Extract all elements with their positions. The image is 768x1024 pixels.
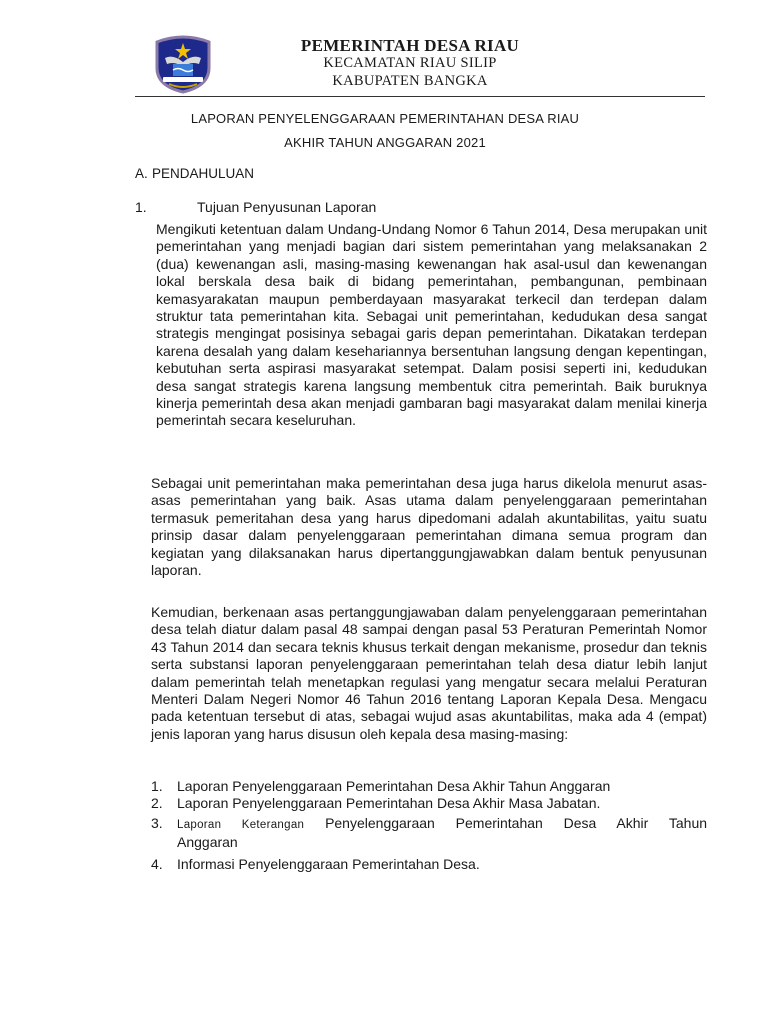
letterhead-regency: KABUPATEN BANGKA xyxy=(332,73,488,89)
section-name: PENDAHULUAN xyxy=(152,166,255,181)
list-item xyxy=(151,856,707,873)
list-item-text: Informasi Penyelenggaraan Pemerintahan Desa. xyxy=(177,855,480,872)
list-item-number: 3. xyxy=(151,814,163,831)
list-item-text: Laporan Penyelenggaraan Pemerintahan Desa Akhir Tahun Anggaran xyxy=(177,778,611,794)
list-item-number: 2. xyxy=(151,795,163,812)
section-heading xyxy=(135,166,254,181)
list-item-text: Penyelenggaraan Pemerintahan Desa Akhir Tahun xyxy=(325,814,708,831)
letterhead-district: KECAMATAN RIAU SILIP xyxy=(323,55,497,71)
list-item-text-small: Laporan Keterangan xyxy=(177,818,305,831)
report-types-list xyxy=(151,778,707,873)
letterhead-government-name: PEMERINTAH DESA RIAU xyxy=(300,36,520,55)
paragraph-2: Sebagai unit pemerintahan maka pemerintahan desa juga harus dikelola menurut asas-asas pemerintahan yang baik. Asas utama dalam penyelenggaraan pemerintahan termasuk pemeritahan desa yang harus dipedomani adalah akuntabilitas, yaitu suatu prinsip dasar dalam penyelenggaraan pemerintahan dimana semua program dan kegiatan yang dilaksanakan harus dipertanggungjawabkan dalam bentuk penyusunan laporan. xyxy=(151,475,707,579)
section-letter: A. xyxy=(135,166,148,181)
list-item xyxy=(151,795,707,812)
subsection-title: Tujuan Penyusunan Laporan xyxy=(197,199,377,215)
report-title: LAPORAN PENYELENGGARAAN PEMERINTAHAN DESA RIAU xyxy=(190,111,580,126)
list-item-text-continued: Anggaran xyxy=(177,834,238,851)
list-item-text: Laporan Penyelenggaraan Pemerintahan Desa Akhir Masa Jabatan. xyxy=(177,795,601,812)
regency-coat-of-arms-icon xyxy=(151,34,215,94)
list-item-number: 1. xyxy=(151,778,163,794)
paragraph-3: Kemudian, berkenaan asas pertanggungjawaban dalam penyelenggaraan pemerintahan desa telah diatur dalam pasal 48 sampai dengan pasal 53 Peraturan Pemerintah Nomor 43 Tahun 2014 dan secara teknis khusus terkait dengan mekanisme, prosedur dan teknis serta substansi laporan penyelenggaraan pemerintahan telah desa diatur lebih lanjut dalam pemerintah telah menetapkan regulasi yang mengatur secara melalui Peraturan Menteri Dalam Negeri Nomor 46 Tahun 2016 tentang Laporan Kepala Desa. Mengacu pada ketentuan tersebut di atas, sebagai wujud asas akuntabilitas, maka ada 4 (empat) jenis laporan yang harus disusun oleh kepala desa masing-masing: xyxy=(151,604,707,742)
subsection-number: 1. xyxy=(135,199,147,215)
list-item-number: 4. xyxy=(151,855,163,872)
list-item-text-line xyxy=(177,815,707,834)
report-subtitle: AKHIR TAHUN ANGGARAN 2021 xyxy=(284,135,486,150)
paragraph-1: Mengikuti ketentuan dalam Undang-Undang Nomor 6 Tahun 2014, Desa merupakan unit pemerintahan yang menjadi bagian dari sistem pemerintahan yang melaksanakan 2 (dua) kewenangan asli, masing-masing kewenangan hak asal-usul dan kewenangan lokal berskala desa baik di bidang pemerintahan, pembangunan, pembinaan kemasyarakatan maupun pemberdayaan masyarakat terkecil dan terdepan dalam struktur tata pemerintahan kita. Sebagai unit pemerintahan, kedudukan desa sangat strategis mengingat posisinya sebagai garis depan pemerintahan. Dikatakan terdepan karena desalah yang dalam kesehariannya bersentuhan langsung dengan kepentingan, kebutuhan serta aspirasi masyarakat setempat. Dalam posisi seperti ini, kedudukan desa sangat strategis karena langsung membentuk citra pemerintah. Baik buruknya kinerja pemerintah desa akan menjadi gambaran bagi masyarakat dalam menilai kinerja pemerintah secara keseluruhan. xyxy=(156,221,707,429)
letterhead-divider xyxy=(135,96,705,97)
list-item xyxy=(151,815,707,852)
list-item xyxy=(151,778,707,795)
